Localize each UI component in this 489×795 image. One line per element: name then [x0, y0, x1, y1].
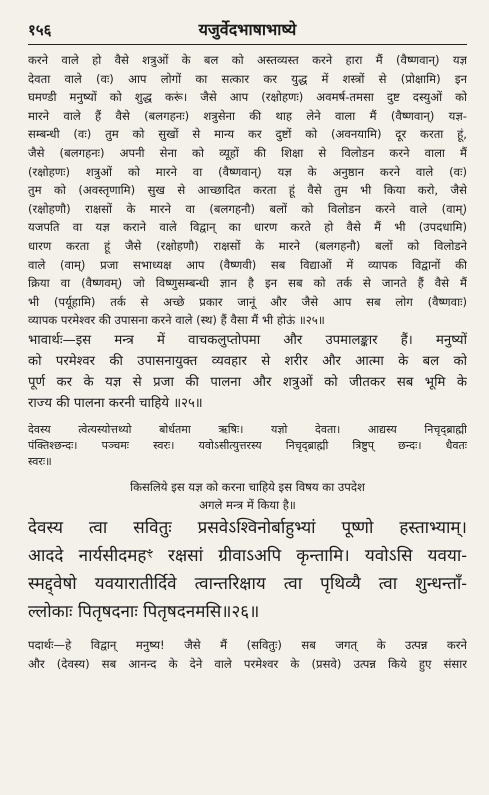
bhavarth-line: को परमेश्वर की उपासनायुक्त व्यवहार से शरीर और आत्मा के बल को: [28, 353, 467, 369]
commentary-line: क्रिया वा (वैष्णवम्) जो विष्णुसम्बन्धी ज्ञान है इन सब को तर्क से जानते हैं वैसे मैं: [28, 276, 467, 291]
intro-line: अगले मन्त्र में किया है॥: [199, 497, 296, 512]
mantra-line: देवस्य त्वा सवितुः प्रसवेऽश्विनोर्बाहुभ्यां पूष्णो हस्ताभ्याम्।: [28, 517, 467, 538]
metadata-line: पंक्तिश्छन्दः। पञ्चमः स्वरः। यवोऽसीत्युत्तरस्य निचृद्ब्राह्मी त्रिष्टुप् छन्दः। धैवतः: [28, 438, 467, 452]
bhavarth-line: भावार्थः—इस मन्त्र में वाचकलुप्तोपमा और उपमालङ्कार हैं। मनुष्यों: [28, 332, 467, 348]
mantra-line: स्मद्द्वेषो यवयारातीर्दिवे त्वान्तरिक्षाय त्वा पृथिव्यै त्वा शुन्धन्ताँ-: [28, 573, 467, 594]
commentary-line: व्यापक परमेश्वर की उपासना करने वाले (स्थ) हैं वैसा मैं भी होऊं ॥२५॥: [28, 313, 325, 328]
mantra-line: ल्लोकाः पितृषदनाः पितृषदनमसि॥२६॥: [28, 601, 260, 622]
topic-intro: [28, 478, 467, 514]
commentary-line: (रक्षोहणः) शत्रुओं को मारने वा (वैष्णवान्) यज्ञ के अनुष्ठान करने वाले (वः): [28, 164, 467, 179]
mantra-block: [28, 514, 467, 626]
page-number: १५६: [28, 21, 52, 39]
running-title: यजुर्वेदभाषाभाष्ये: [198, 20, 297, 39]
commentary-line: तुम को (अवस्तृणामि) सुख से आच्छादित करता हूं वैसे तुम भी किया करो, जैसे: [28, 183, 467, 198]
mantra-line: आददे नार्यसीदमहꣳ रक्षसां ग्रीवाऽअपि कृन्तामि। यवोऽसि यवया-: [28, 545, 467, 566]
padarth-line: पदार्थः—हे विद्वान् मनुष्य! जैसे मैं (सवितुः) सब जगत् के उत्पन्न करने: [28, 637, 467, 652]
commentary-line: करने वाले हो वैसे शत्रुओं के बल को अस्तव्यस्त करने हारा मैं (वैष्णवान्) यज्ञ: [28, 53, 467, 67]
commentary-line: घमण्डी मनुष्यों को शुद्ध करूं। जैसे आप (रक्षोहणः) अवमर्ष-तमसा दुष्ट दस्युओं को: [28, 90, 467, 105]
commentary-line: मारने वाले हैं वैसे (बलगहनः) शत्रुसेना की थाह लेने वाला मैं (वैष्णवान्) यज्ञ-: [28, 108, 467, 123]
commentary-line: भी (पर्यूहामि) तर्क से अच्छे प्रकार जानूं और जैसे आप सब लोग (वैष्णवाः): [28, 294, 467, 309]
page-body: [28, 51, 467, 673]
commentary-line: (रक्षोहणौ) राक्षसों के मारने वा (बलगहनौ) बलों को विलोडन करने वाले (वाम्): [28, 201, 467, 216]
intro-line: किसलिये इस यज्ञ को करना चाहिये इस विषय का उपदेश: [130, 479, 365, 494]
padarth-line: और (देवस्य) सब आनन्द के देने वाले परमेश्वर के (प्रसवे) उत्पन्न किये हुए संसार: [28, 656, 467, 671]
metadata-line: देवस्य त्वेत्यस्योत्तथ्यो बोर्धतमा ऋषिः। यज्ञो देवता। आद्यस्य निचृद्ब्राह्मी: [28, 422, 467, 436]
metadata-line: स्वरः॥: [28, 454, 52, 468]
commentary-line: धारण करता हूं जैसे (रक्षोहणौ) राक्षसों के मारने (बलगहनौ) बलों को विलोडने: [28, 238, 467, 253]
padarth-block: [28, 636, 467, 673]
page-header: [28, 10, 467, 45]
bhavarth-line: राज्य की पालना करनी चाहिये ॥२५॥: [28, 395, 203, 411]
mantra-metadata: [28, 422, 467, 470]
bhavarth-line: पूर्ण कर के यज्ञ से प्रजा की पालना और शत्रुओं को जीतकर सब भूमि के: [28, 374, 467, 390]
commentary-line: जैसे (बलगहनः) अपनी सेना को व्यूहों की शिक्षा से विलोडन करने वाला मैं: [28, 145, 467, 160]
commentary-line: सम्बन्धी (वः) तुम को सुखों से मान्य कर दुष्टों को (अवनयामि) दूर करता हूं,: [28, 127, 467, 142]
commentary-line: देवता वाले (वः) आप लोगों का सत्कार कर युद्ध में शस्त्रों से (प्रोक्षामि) इन: [28, 71, 467, 86]
commentary-block: [28, 51, 467, 330]
bhavarth-block: [28, 330, 467, 414]
commentary-line: वाले (वाम्) प्रजा सभाध्यक्ष आप (वैष्णवी) सब विद्याओं में व्यापक विद्वानों की: [28, 257, 467, 272]
commentary-line: यजपति वा यज्ञ कराने वाले विद्वान् का धारण करते हो वैसे मैं भी (उपदधामि): [28, 220, 467, 235]
